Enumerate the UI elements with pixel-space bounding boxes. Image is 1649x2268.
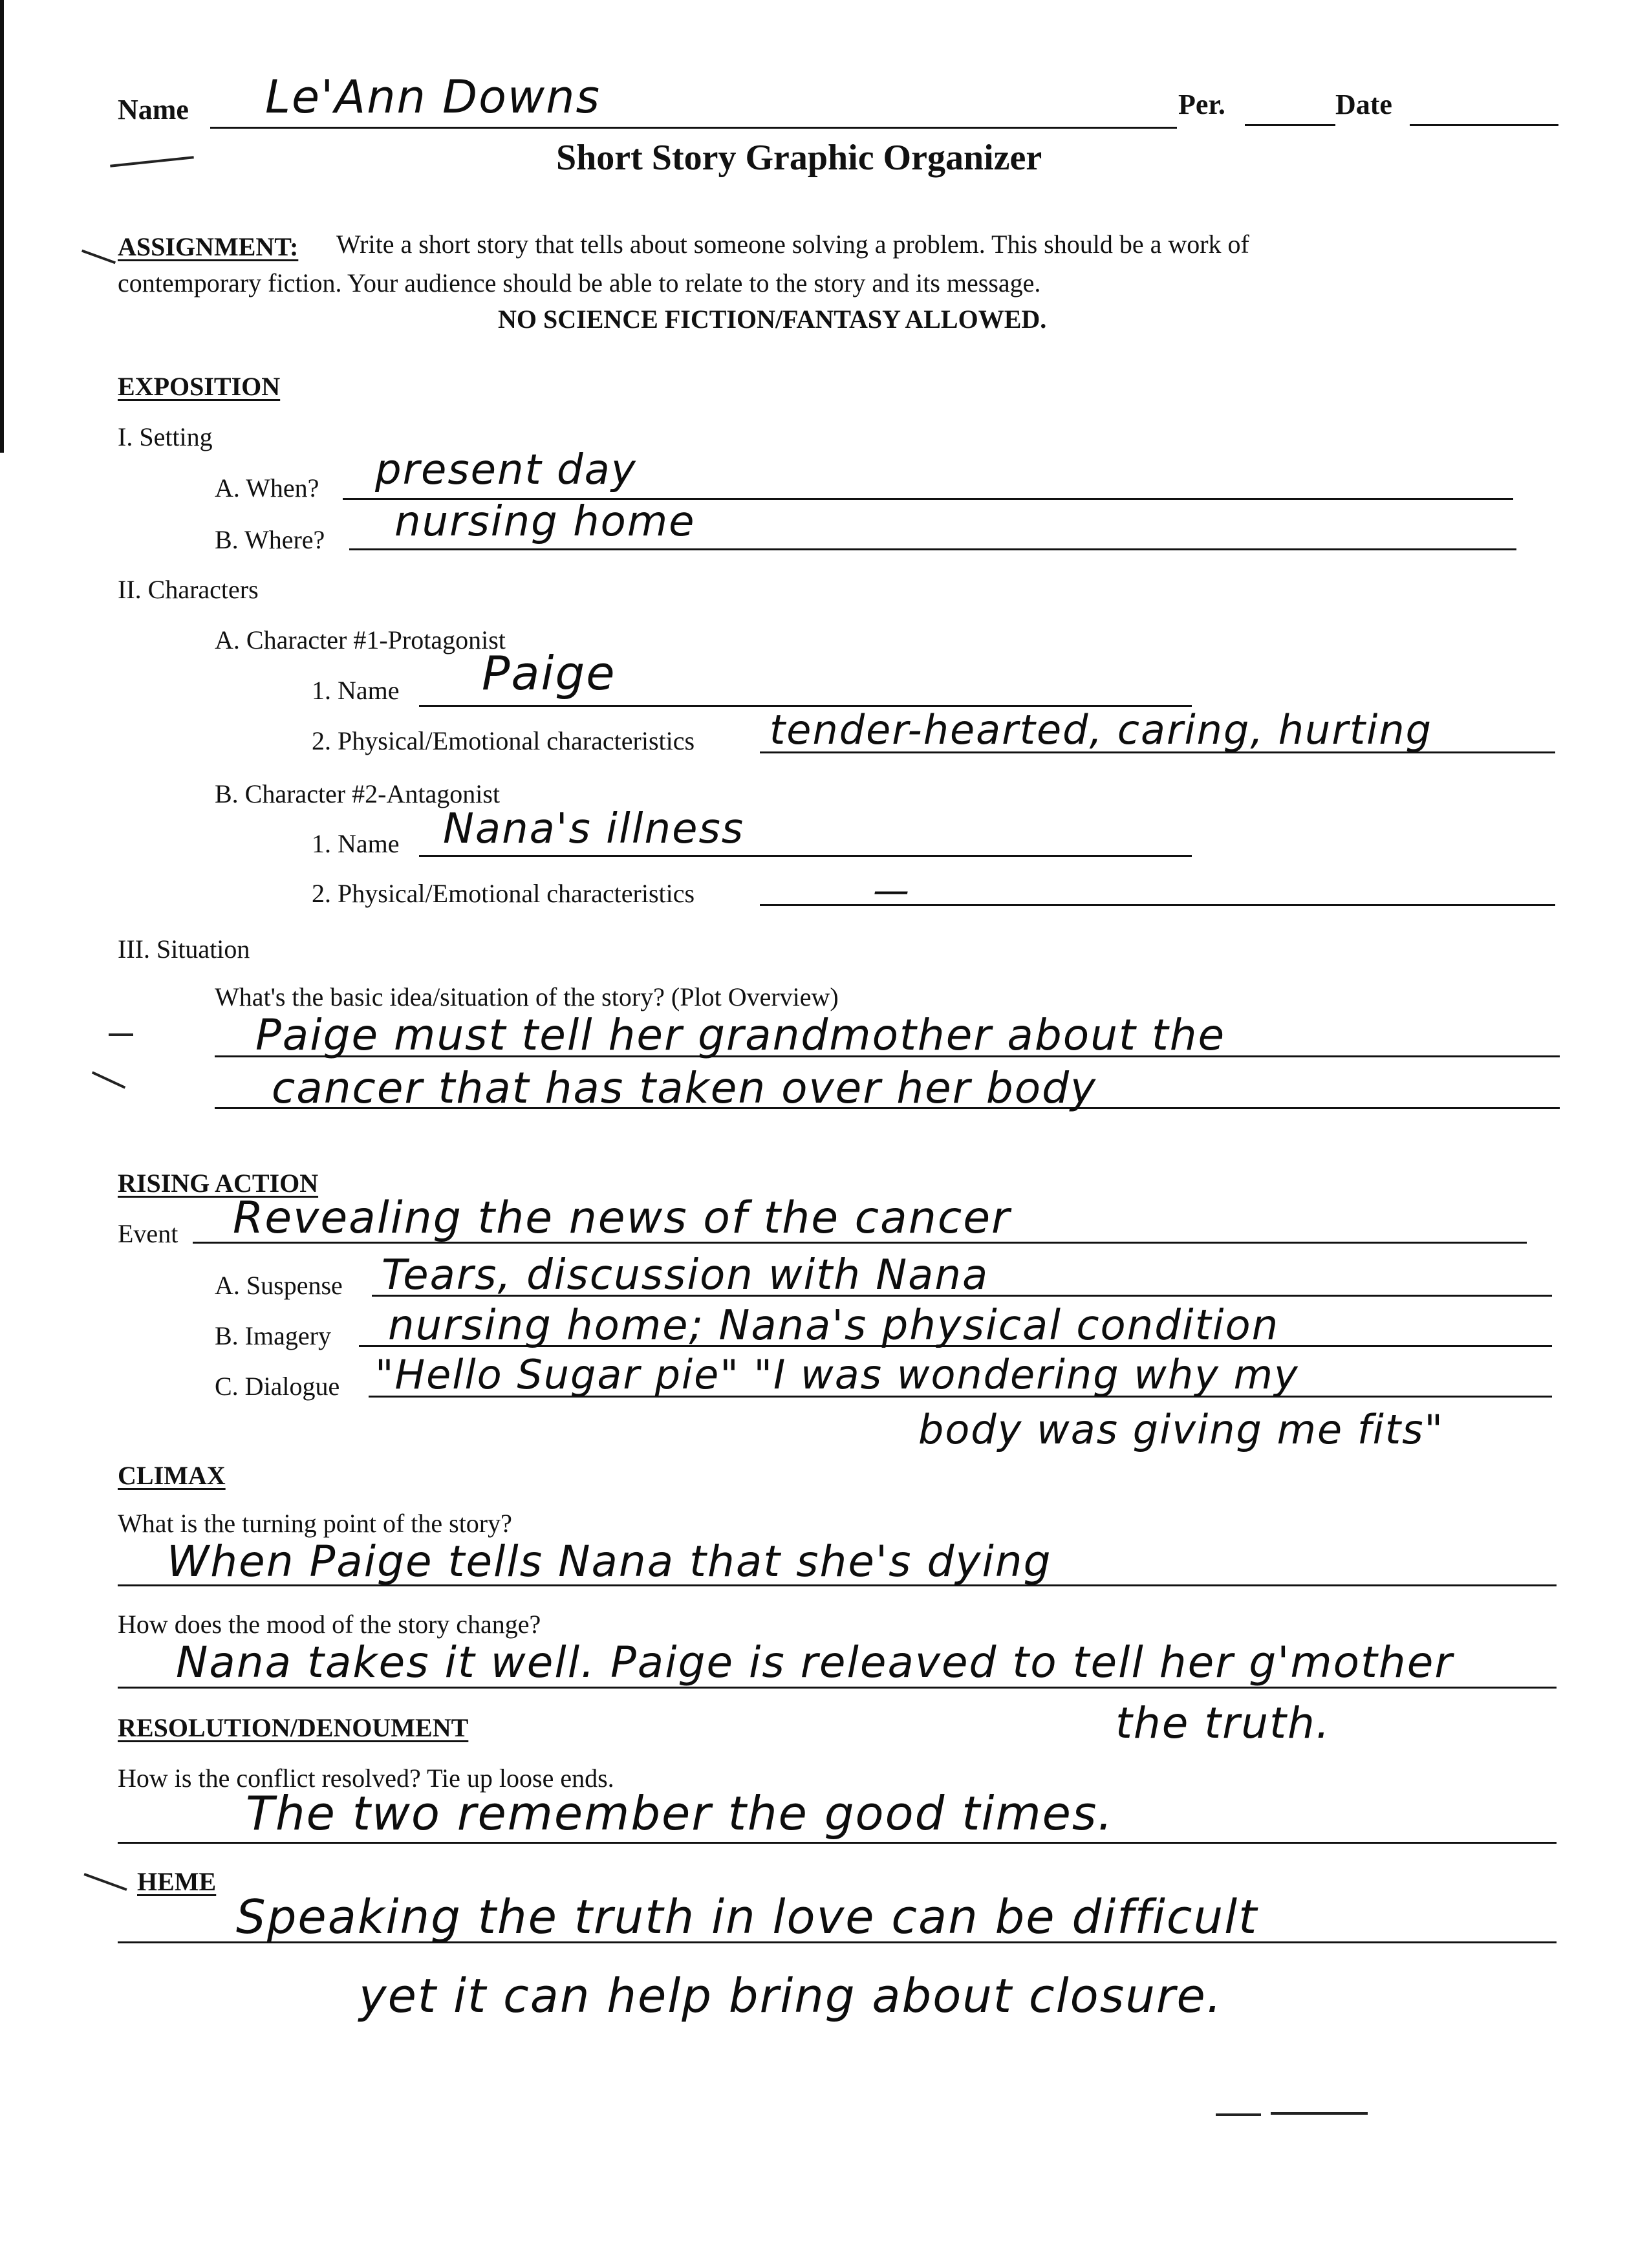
setting-label: I. Setting [118, 422, 213, 451]
resolution-value: The two remember the good times. [246, 1786, 1114, 1841]
mood-value-1: Nana takes it well. Paige is releaved to tell her g'mother [176, 1637, 1454, 1687]
char2-name-value: Nana's illness [443, 805, 745, 853]
theme-value-1: Speaking the truth in love can be difficult [236, 1890, 1258, 1944]
char2-label: B. Character #2-Antagonist [215, 779, 500, 808]
when-value: present day [375, 446, 637, 494]
char1-traits-value: tender-hearted, caring, hurting [770, 706, 1432, 753]
stray-mark [1216, 2113, 1261, 2116]
margin-mark [83, 1873, 127, 1891]
theme-heading: HEME [137, 1867, 217, 1896]
per-line [1245, 124, 1335, 126]
climax-heading: CLIMAX [118, 1461, 226, 1490]
date-label: Date [1335, 89, 1392, 120]
mood-question: How does the mood of the story change? [118, 1610, 541, 1639]
resolution-question: How is the conflict resolved? Tie up loose ends. [118, 1764, 614, 1793]
stray-mark [1271, 2112, 1368, 2115]
margin-mark [109, 1033, 133, 1036]
char2-name-line [419, 855, 1192, 857]
resolution-heading: RESOLUTION/DENOUMENT [118, 1713, 469, 1742]
name-label: Name [118, 94, 189, 125]
char2-traits-label: 2. Physical/Emotional characteristics [312, 879, 695, 908]
char2-name-label: 1. Name [312, 829, 400, 858]
situation-value-2: cancer that has taken over her body [272, 1063, 1097, 1113]
assignment-notice: NO SCIENCE FICTION/FANTASY ALLOWED. [498, 305, 1047, 334]
event-value: Revealing the news of the cancer [233, 1193, 1011, 1244]
assignment-line-1: Write a short story that tells about someone solving a problem. This should be a work of [336, 230, 1249, 259]
where-value: nursing home [394, 498, 696, 546]
situation-label: III. Situation [118, 934, 250, 964]
date-line [1410, 124, 1558, 126]
name-value: Le'Ann Downs [265, 70, 601, 124]
dialogue-value-2: body was giving me fits" [918, 1406, 1445, 1453]
margin-mark [92, 1071, 125, 1088]
assignment-label: ASSIGNMENT: [118, 232, 299, 261]
resolution-line [118, 1842, 1557, 1844]
check-mark [81, 250, 116, 265]
imagery-value: nursing home; Nana's physical condition [388, 1302, 1280, 1350]
name-line [210, 127, 1177, 129]
page-title: Short Story Graphic Organizer [556, 138, 1042, 178]
rising-action-heading: RISING ACTION [118, 1169, 319, 1198]
characters-label: II. Characters [118, 575, 259, 604]
dialogue-label: C. Dialogue [215, 1372, 340, 1401]
exposition-heading: EXPOSITION [118, 372, 281, 401]
when-label: A. When? [215, 473, 319, 502]
assignment-line-2: contemporary fiction. Your audience should be able to relate to the story and its message. [118, 268, 1041, 297]
char1-traits-label: 2. Physical/Emotional characteristics [312, 726, 695, 755]
where-label: B. Where? [215, 525, 325, 554]
situation-value-1: Paige must tell her grandmother about the [255, 1010, 1226, 1060]
scan-edge [0, 0, 4, 453]
where-line [349, 548, 1516, 550]
pen-mark [110, 156, 194, 167]
char1-name-label: 1. Name [312, 676, 400, 705]
event-label: Event [118, 1219, 178, 1248]
char2-traits-value: — [873, 870, 911, 912]
suspense-label: A. Suspense [215, 1271, 343, 1300]
suspense-value: Tears, discussion with Nana [382, 1251, 989, 1299]
imagery-label: B. Imagery [215, 1321, 331, 1350]
theme-value-2: yet it can help bring about closure. [359, 1969, 1223, 2023]
per-label: Per. [1178, 89, 1225, 120]
situation-question: What's the basic idea/situation of the story? (Plot Overview) [215, 982, 839, 1011]
turning-question: What is the turning point of the story? [118, 1509, 512, 1538]
char1-label: A. Character #1-Protagonist [215, 625, 506, 654]
mood-value-2: the truth. [1116, 1698, 1331, 1748]
char1-name-value: Paige [482, 646, 616, 700]
turning-value: When Paige tells Nana that she's dying [167, 1537, 1052, 1586]
dialogue-value-1: "Hello Sugar pie" "I was wondering why my [375, 1351, 1299, 1398]
